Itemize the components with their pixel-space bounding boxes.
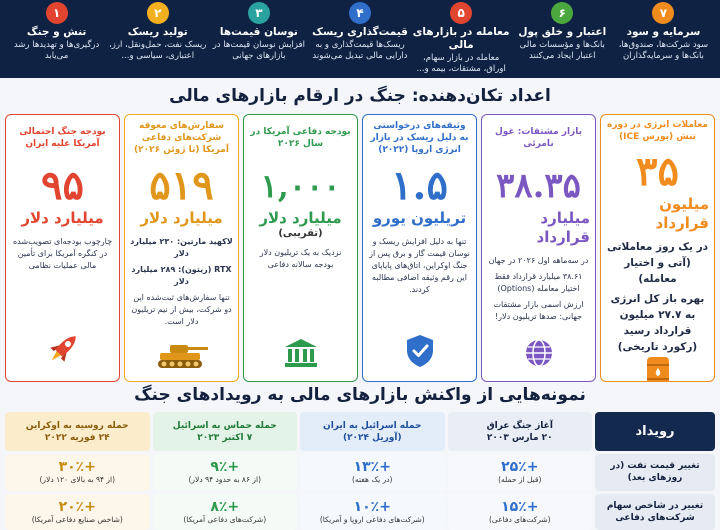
step-title: اعتبار و خلق پول [518,26,607,38]
oil-change-note: (از ۹۴ به بالای ۱۲۰ دلار) [39,475,116,485]
card-number: ۵۱۹ [149,162,214,209]
table-cell-oil [448,454,593,490]
card-collateral [362,114,477,382]
event-title: حمله اسرائیل به ایران [323,420,422,431]
card-head: بازار مشتقات: غول نامرئی [495,127,582,149]
card-number: ۳۵ [636,148,679,195]
card-head: بودجه دفاعی آمریکا در سال ۲۰۲۶ [250,127,351,149]
step-desc: درگیری‌ها و تهدیدها رشد می‌یابد [13,40,100,61]
card-unit: میلیارد قرارداد [536,209,590,246]
card-text2: RTX (ریتون): ۲۸۹ میلیارد دلار [131,265,232,286]
event-header [300,412,445,451]
stock-change-value: +۱۰٪ [353,498,391,515]
step-title: تولید ریسک [127,26,188,38]
strip-step-6 [512,0,613,78]
card-ice-energy [600,114,715,382]
strip-step-2 [107,0,208,78]
government-building-icon [283,337,319,373]
step-desc: ریسک‌ها قیمت‌گذاری و به دارایی مالی تبدیل می‌شوند [312,40,408,61]
step-badge: ۶ [551,2,573,24]
step-title: قیمت‌گذاری ریسک [312,26,408,38]
step-desc: معامله در بازار سهام، اوراق، مشتقات، بیمه و... [416,53,506,74]
step-badge: ۴ [349,2,371,24]
tank-icon [154,341,210,373]
step-badge: ۳ [248,2,270,24]
step-badge: ۵ [450,2,472,24]
oil-change-value: +۳۰٪ [58,459,96,476]
step-title: تنش و جنگ [26,26,87,38]
step-desc: ریسک نفت، حمل‌ونقل، ارز، اعتباری، سیاسی و... [109,40,207,61]
event-date: ۲۰ مارس ۲۰۰۳ [486,432,553,443]
section-title-numbers: اعداد تکان‌دهنده: جنگ در ارقام بازارهای مالی [169,86,551,106]
table-cell-stock [153,494,298,530]
strip-step-4 [309,0,410,78]
card-number: ۳۸.۳۵ [496,166,581,206]
stock-change-note: (شرکت‌های دفاعی آمریکا) [183,514,267,524]
card-unit: میلیارد دلار [140,209,223,227]
shield-check-icon [404,333,436,373]
card-derivatives [481,114,596,382]
card-text: چارچوب بودجه‌ای تصویب‌شده در کنگره آمریکا برای تأمین مالی عملیات نظامی [12,237,113,270]
table-cell-stock [5,494,150,530]
card-text3: تنها سفارش‌های ثبت‌شده این دو شرکت، بیش از نیم تریلیون دلار است. [131,293,232,326]
card-head: معاملات انرژی در دوره تنش (بورس ICE) [607,120,708,142]
oil-change-note: (از ۸۶ به حدود ۹۴ دلار) [188,475,261,485]
step-badge: ۱ [46,2,68,24]
stock-change-note: (شاخص صنایع دفاعی آمریکا) [31,514,123,524]
step-desc: افزایش نوسان قیمت‌ها در بازارهای جهانی [212,40,306,61]
strip-step-1 [6,0,107,78]
strip-step-5 [411,0,512,78]
strip-step-7 [613,0,714,78]
stock-change-note: (شرکت‌های دفاعی اروپا و آمریکا) [319,514,425,524]
card-text: تنها به دلیل افزایش ریسک و نوسان قیمت گاز و برق پس از جنگ اوکراین، اتاق‌های پایاپای این رقم وثیقه اضافی مطالبه کردند. [369,237,470,294]
process-strip [0,0,720,78]
oil-change-value: +۹٪ [210,459,240,476]
step-badge: ۷ [652,2,674,24]
table-cell-oil [5,454,150,490]
table-column-russia-ukraine [5,412,150,530]
step-title: معامله در بازارهای مالی [412,26,510,51]
event-header [153,412,298,451]
oil-change-note: (در یک هفته) [352,475,393,485]
strip-step-3 [208,0,309,78]
event-title: آغاز جنگ عراق [486,420,553,431]
stock-change-value: +۱۵٪ [501,498,539,515]
card-head: سفارش‌های معوقه شرکت‌های دفاعی آمریکا (تا ژوئن ۲۰۲۶) [134,121,229,155]
row-label-defense-stocks: تغییر در شاخص سهام شرکت‌های دفاعی [595,494,715,530]
card-head: وثیقه‌های درخواستی به دلیل ریسک در بازار انرژی اروپا (۲۰۲۲) [370,121,469,155]
oil-change-value: +۱۳٪ [353,459,391,476]
card-defense-budget [243,114,358,382]
reaction-table [5,412,715,530]
table-column-iraq [448,412,593,530]
oil-barrel-icon [643,355,673,382]
table-cell-oil [300,454,445,490]
card-defense-backlog [124,114,239,382]
card-unit: میلیون قرارداد [655,195,709,232]
table-column-israel-iran [300,412,445,530]
card-war-budget [5,114,120,382]
globe-icon [523,337,555,373]
stats-cards [5,114,715,382]
card-text: نزدیک به یک تریلیون دلار بودجه سالانه دفاعی [259,248,342,269]
card-text: در یک روز معاملاتی (آتی و اختیار معامله) [606,241,709,285]
event-title: حمله حماس به اسرائیل [172,420,277,431]
table-header-event: رویداد [595,412,715,451]
step-desc: بانک‌ها و مؤسسات مالی اعتبار ایجاد می‌کنند [519,40,605,61]
card-text2: ۳۸.۶۱ میلیارد قرارداد فقط اختیار معامله (Options) [494,272,583,293]
table-cell-stock [448,494,593,530]
card-unit: میلیارد دلار [259,209,342,227]
row-label-oil: تغییر قیمت نفت (در روزهای بعد) [595,454,715,490]
card-text: در سه‌ماهه اول ۲۰۲۶ در جهان [488,256,589,265]
card-text3: ارزش اسمی بازار مشتقات جهانی: صدها تریلیون دلار! [493,300,584,321]
card-number: ۹۵ [41,162,84,209]
event-date: ۲۴ فوریه ۲۰۲۲ [44,432,110,443]
oil-change-note: (قبل از حمله) [498,475,542,485]
event-header [448,412,593,451]
step-badge: ۲ [147,2,169,24]
event-date: (آوریل ۲۰۲۴) [342,432,402,443]
stock-change-value: +۸٪ [210,498,240,515]
step-title: نوسان قیمت‌ها [219,26,298,38]
table-label-column [595,412,715,530]
card-sub: (تقریبی) [278,228,323,239]
card-head: بودجه جنگ احتمالی آمریکا علیه ایران [19,127,106,149]
event-header [5,412,150,451]
stock-change-value: +۲۰٪ [58,498,96,515]
table-cell-stock [300,494,445,530]
card-number: ۱.۵ [391,162,448,209]
card-number: ۱,۰۰۰ [260,167,341,205]
step-desc: سود شرکت‌ها، صندوق‌ها، بانک‌ها و سرمایه‌گذاران [618,40,709,61]
card-text2: بهره باز کل انرژی به ۲۷.۷ میلیون قرارداد رسید (رکورد تاریخی) [610,293,705,353]
section-title-reactions: نمونه‌هایی از واکنش بازارهای مالی به رویدادهای جنگ [134,385,586,405]
oil-change-value: +۲۵٪ [501,459,539,476]
rocket-icon [43,329,83,373]
event-date: ۷ اکتبر ۲۰۲۳ [197,432,253,443]
card-unit: میلیارد دلار [21,209,104,227]
event-title: حمله روسیه به اوکراین [25,420,129,431]
card-text: لاکهید مارتین: ۲۳۰ میلیارد دلار [130,237,233,258]
step-title: سرمایه و سود [626,26,701,38]
table-column-hamas [153,412,298,530]
table-cell-oil [153,454,298,490]
card-unit: تریلیون یورو [372,209,467,227]
stock-change-note: (شرکت‌های دفاعی) [488,514,551,524]
